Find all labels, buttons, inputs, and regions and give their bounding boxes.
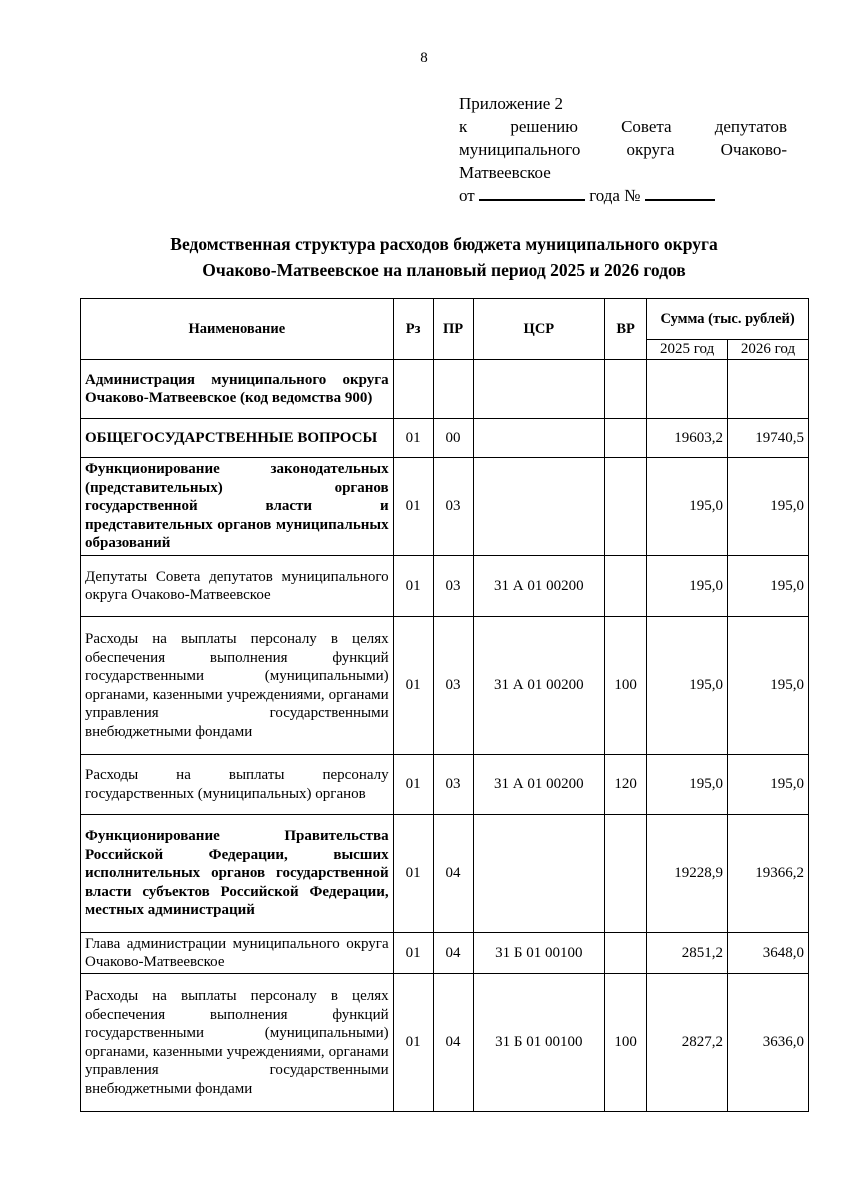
header-vr: ВР bbox=[605, 299, 647, 360]
header-year-2025: 2025 год bbox=[647, 340, 728, 360]
table-row: Глава администрации муниципального округа Очаково-Матвеевское 01 04 31 Б 01 00100 2851,2 3648,0 bbox=[81, 933, 809, 974]
row-name: Расходы на выплаты персоналу в целях обеспечения выполнения функций государственными (муниципальными) органами, казенными учреждениями, органами управления государственными внебюджетными фондами bbox=[81, 617, 394, 755]
row-name: Расходы на выплаты персоналу в целях обеспечения выполнения функций государственными (муниципальными) органами, казенными учреждениями, органами управления государственными внебюджетными фондами bbox=[81, 974, 394, 1112]
title-line-2: Очаково-Матвеевское на плановый период 2025 и 2026 годов bbox=[202, 260, 686, 280]
appendix-line-decision: к решению Совета депутатов bbox=[459, 117, 787, 136]
title-line-1: Ведомственная структура расходов бюджета муниципального округа bbox=[170, 234, 718, 254]
header-pr: ПР bbox=[433, 299, 473, 360]
header-rz: Рз bbox=[393, 299, 433, 360]
table-row: Расходы на выплаты персоналу в целях обеспечения выполнения функций государственными (муниципальными) органами, казенными учреждениями, органами управления государственными внебюджетными фондами 01 03 31 А 01 00200 100 195,0 195,0 bbox=[81, 617, 809, 755]
row-name: Глава администрации муниципального округа Очаково-Матвеевское bbox=[81, 933, 394, 974]
appendix-line-district-name: Матвеевское bbox=[459, 163, 551, 182]
row-name: ОБЩЕГОСУДАРСТВЕННЫЕ ВОПРОСЫ bbox=[81, 419, 394, 458]
date-blank bbox=[479, 184, 585, 201]
appendix-block bbox=[459, 92, 787, 207]
number-blank bbox=[645, 184, 715, 201]
appendix-date-line: от года № bbox=[459, 184, 787, 207]
page-number: 8 bbox=[420, 50, 428, 66]
header-csr: ЦСР bbox=[473, 299, 605, 360]
budget-table bbox=[80, 298, 809, 1112]
table-row: Расходы на выплаты персоналу государственных (муниципальных) органов 01 03 31 А 01 00200 120 195,0 195,0 bbox=[81, 755, 809, 815]
row-name: Функционирование Правительства Российской Федерации, высших исполнительных органов государственной власти субъектов Российской Федерации, местных администраций bbox=[81, 815, 394, 933]
table-row bbox=[81, 360, 809, 419]
header-year-2026: 2026 год bbox=[728, 340, 809, 360]
appendix-line-district: муниципального округа Очаково- bbox=[459, 140, 788, 159]
row-name: Расходы на выплаты персоналу государственных (муниципальных) органов bbox=[81, 755, 394, 815]
table-row: Расходы на выплаты персоналу в целях обеспечения выполнения функций государственными (муниципальными) органами, казенными учреждениями, органами управления государственными внебюджетными фондами 01 04 31 Б 01 00100 100 2827,2 3636,0 bbox=[81, 974, 809, 1112]
table-row: ОБЩЕГОСУДАРСТВЕННЫЕ ВОПРОСЫ 01 00 19603,2 19740,5 bbox=[81, 419, 809, 458]
row-name: Администрация муниципального округа Очаково-Матвеевское (код ведомства 900) bbox=[81, 360, 394, 419]
document-title bbox=[80, 231, 808, 283]
header-sum: Сумма (тыс. рублей) bbox=[647, 299, 809, 340]
appendix-title: Приложение 2 bbox=[459, 94, 563, 113]
table-row: Функционирование законодательных (представительных) органов государственной власти и представительных органов муниципальных образований 01 03 195,0 195,0 bbox=[81, 458, 809, 556]
row-name: Функционирование законодательных (представительных) органов государственной власти и представительных органов муниципальных образований bbox=[81, 458, 394, 556]
header-name: Наименование bbox=[81, 299, 394, 360]
row-name: Депутаты Совета депутатов муниципального округа Очаково-Матвеевское bbox=[81, 556, 394, 617]
table-row: Функционирование Правительства Российской Федерации, высших исполнительных органов государственной власти субъектов Российской Федерации, местных администраций 01 04 19228,9 19366,2 bbox=[81, 815, 809, 933]
table-row: Депутаты Совета депутатов муниципального округа Очаково-Матвеевское 01 03 31 А 01 00200 195,0 195,0 bbox=[81, 556, 809, 617]
